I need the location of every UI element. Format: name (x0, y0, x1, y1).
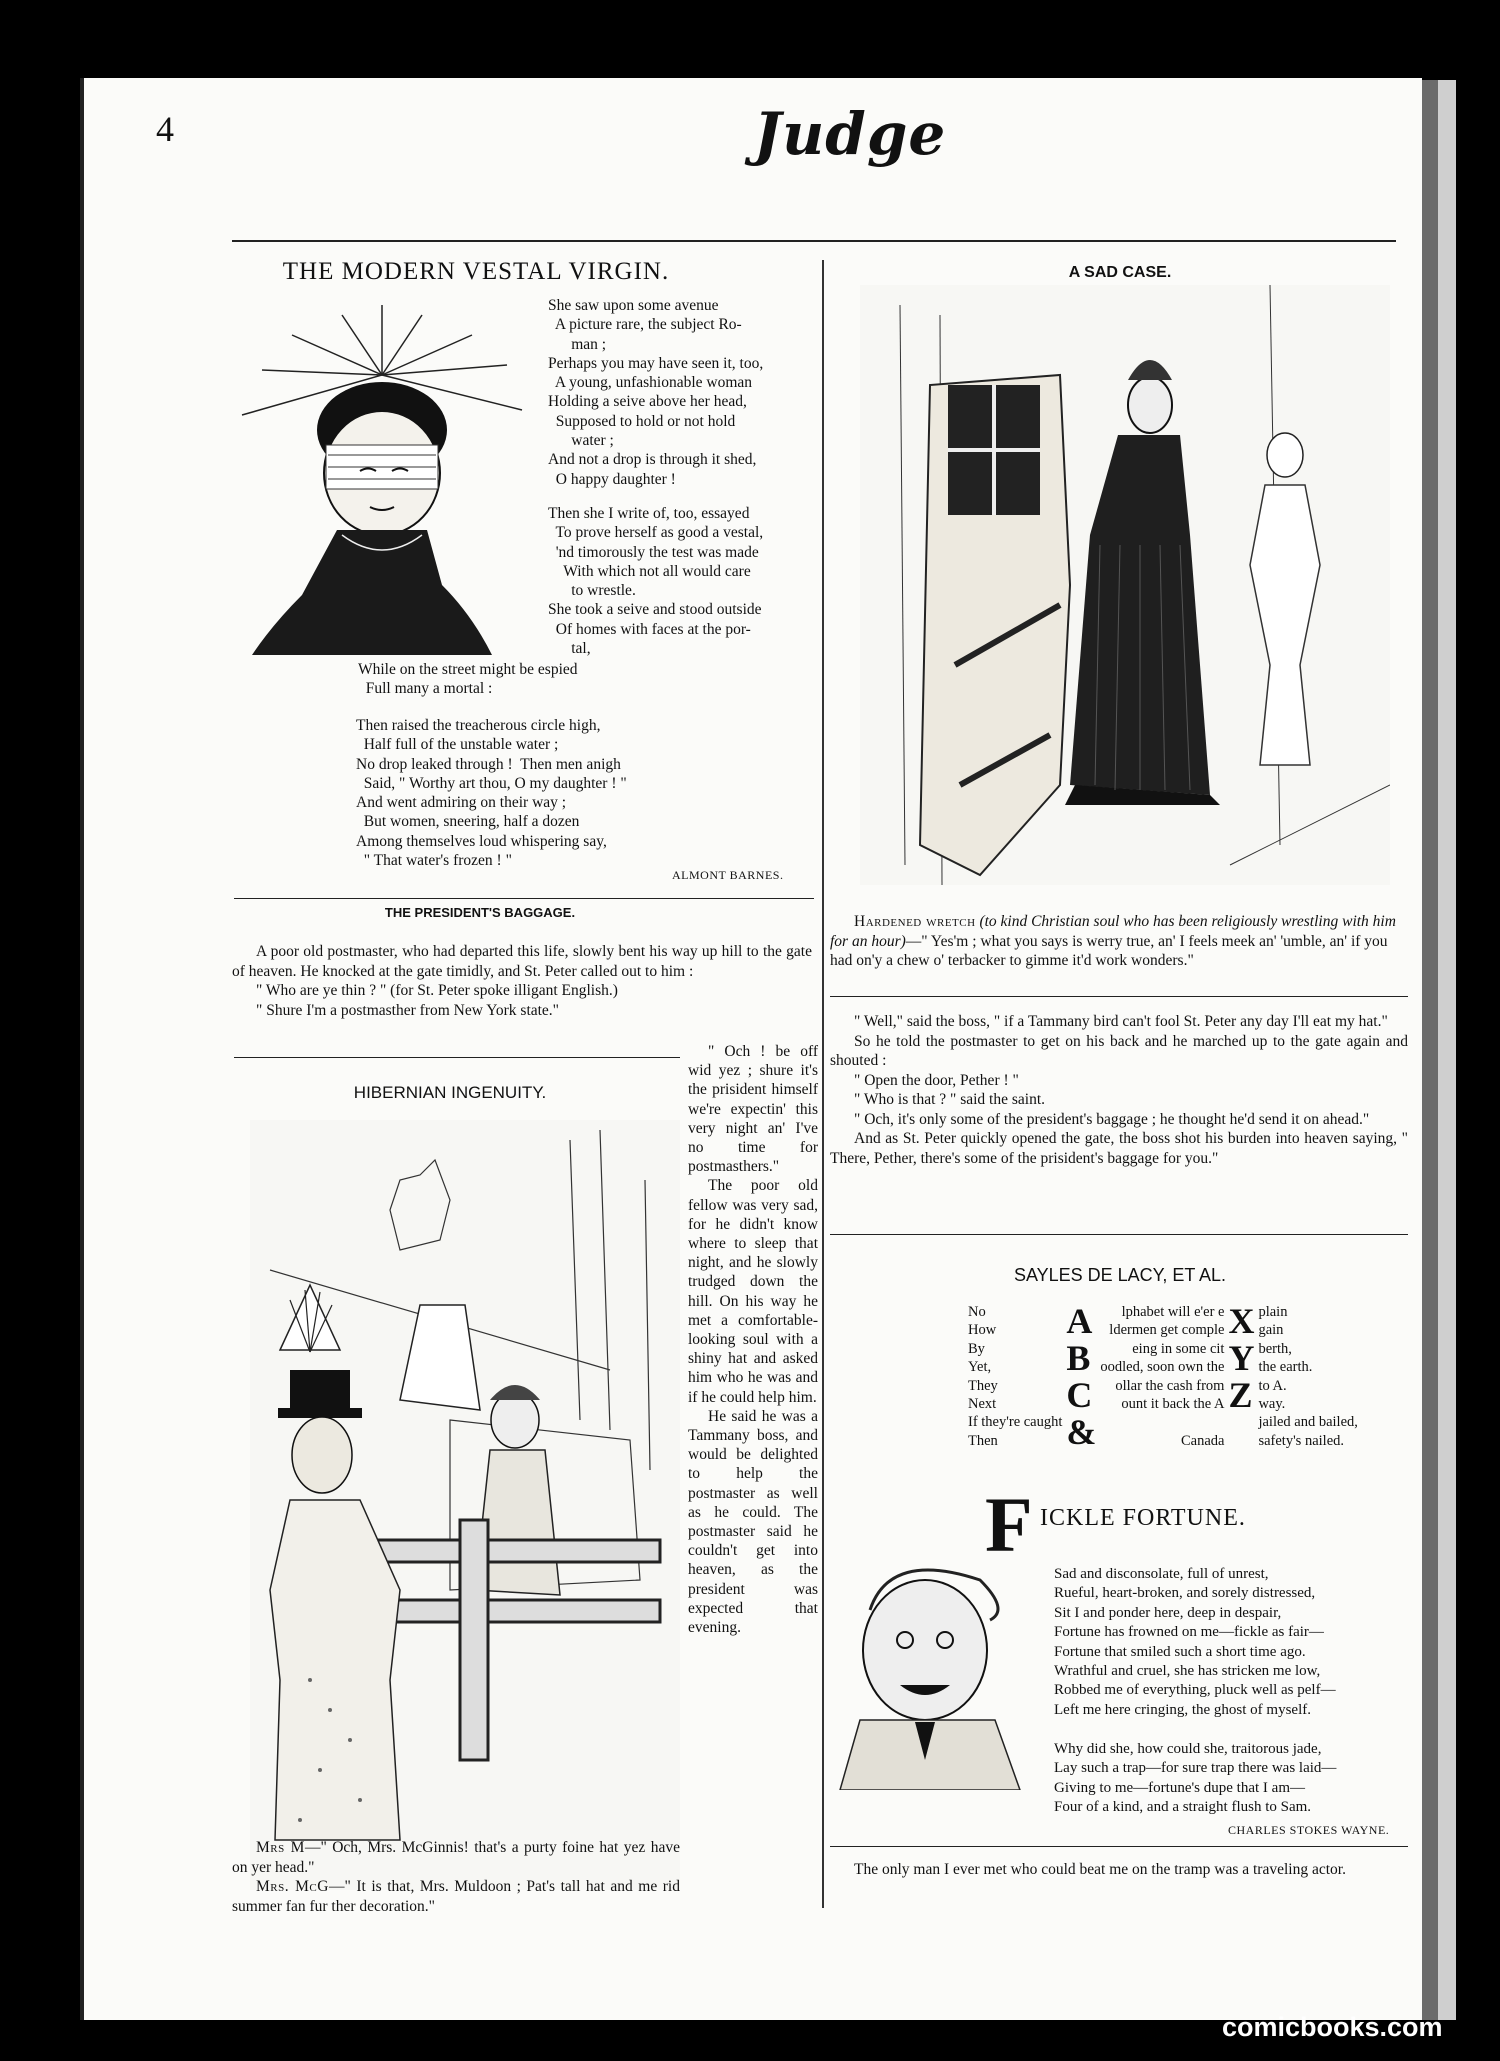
acrostic-tail: gain (1258, 1322, 1284, 1339)
acrostic-line (968, 1413, 1362, 1431)
acrostic-line (968, 1340, 1362, 1358)
baggage-narrow-2: The poor old fellow was very sad, for he didn't know where to sleep that night, and he slowly trudged down the hill. On his way he met a comfortable-looking soul with a shiny hat and asked him who he was and if he could help him. (688, 1177, 818, 1406)
sad-case-illustration (860, 285, 1390, 885)
baggage-paragraph-9: And as St. Peter quickly opened the gate, the boss shot his burden into heaven saying, " There, Pether, there's some of the prisident's baggage for you." (830, 1130, 1408, 1167)
baggage-paragraph-3: " Shure I'm a postmasther from New York state." (256, 1001, 560, 1019)
page-number: 4 (156, 109, 174, 149)
baggage-paragraph-8: " Och, it's only some of the president's baggage ; he thought he'd send it on ahead." (854, 1110, 1370, 1128)
acrostic-line (968, 1303, 1362, 1321)
masthead-title: Judge (753, 100, 947, 168)
baggage-paragraph-4: " Well," said the boss, " if a Tammany bird can't fool St. Peter any day I'll eat my hat." (854, 1013, 1388, 1030)
baggage-title: THE PRESIDENT'S BAGGAGE. (384, 905, 576, 920)
vestal-stanza-3: Then raised the treacherous circle high, Half full of the unstable water ; No drop leaked through ! Then men anigh Said, " Worthy art thou, O my daughter ! " And went admiring on their way ; But women, sneering, half a dozen Among themselves loud whispering say, " That water's frozen ! " (356, 717, 627, 870)
acrostic-middle: ollar the cash from (1115, 1377, 1225, 1394)
sad-case-title: A SAD CASE. (1068, 264, 1172, 281)
caption-speaker-2: Mrs. McG (256, 1878, 329, 1895)
baggage-paragraph-6: " Open the door, Pether ! " (854, 1071, 1019, 1089)
acrostic-middle: lphabet will e'er e (1121, 1304, 1225, 1320)
acrostic-tail: plain (1258, 1304, 1288, 1320)
acrostic-lead: Then (968, 1432, 998, 1449)
acrostic-middle: ldermen get comple (1109, 1322, 1225, 1339)
hibernian-title: HIBERNIAN INGENUITY. (353, 1083, 547, 1102)
acrostic-middle: ount it back the A (1121, 1396, 1225, 1413)
acrostic-middle: Canada (1180, 1432, 1225, 1449)
acrostic-middle: eing in some cit (1132, 1340, 1225, 1357)
vestal-stanza-2b: While on the street might be espied Full many a mortal : (358, 661, 578, 698)
acrostic-lead: By (968, 1340, 985, 1357)
caption-speaker-1: Mrs M (256, 1839, 305, 1856)
vestal-illustration (232, 295, 542, 665)
fickle-illustration (830, 1540, 1040, 1790)
acrostic-final-letter: X (1228, 1301, 1255, 1342)
acrostic-lead: They (968, 1377, 998, 1394)
acrostic-final-letter (1228, 1413, 1258, 1450)
acrostic-middle (1100, 1413, 1228, 1431)
acrostic-lead: If they're caught (968, 1414, 1063, 1431)
binding-edge (1420, 80, 1438, 2020)
acrostic-lead: Yet, (968, 1359, 992, 1376)
baggage-paragraph-2: " Who are ye thin ? " (for St. Peter spoke illigant English.) (256, 982, 618, 999)
acrostic-final-letter: Y (1228, 1338, 1255, 1379)
sayles-rule (830, 1234, 1408, 1235)
baggage-continued (830, 1012, 1408, 1168)
acrostic-line (968, 1395, 1362, 1413)
acrostic-tail: safety's nailed. (1258, 1432, 1345, 1449)
baggage-narrow-3: He said he was a Tammany boss, and would be delighted to help the postmaster as well as he could. The postmaster said he couldn't get into heaven, as the president was expected that evening. (688, 1407, 818, 1637)
binding-edge-light (1438, 80, 1456, 2020)
fickle-initial: F (985, 1481, 1033, 1568)
header-rule (232, 240, 1396, 242)
tramp-paragraph (830, 1860, 1408, 1880)
acrostic-tail: way. (1258, 1396, 1286, 1413)
sad-case-rule (830, 996, 1408, 997)
hibernian-rule (234, 1057, 680, 1058)
fickle-title (1040, 1505, 1246, 1532)
acrostic-line (968, 1321, 1362, 1339)
vestal-title: THE MODERN VESTAL VIRGIN. (282, 258, 670, 285)
caption-direction: (to kind Christian soul who has been religiously wrestling with him for an hour) (830, 913, 1396, 950)
acrostic-lead: No (968, 1304, 986, 1320)
vestal-stanza-2: Then she I write of, too, essayed To prove herself as good a vestal, 'nd timorously the test was made With which not all would care to wrestle. She took a seive and stood outside Of homes with faces at the por- tal, (548, 505, 764, 658)
acrostic-final-letter: Z (1228, 1375, 1253, 1416)
baggage-opening (232, 942, 812, 1020)
fickle-title-rest: ICKLE FORTUNE. (1040, 1505, 1246, 1531)
baggage-paragraph-5: So he told the postmaster to get on his back and he marched up to the gate again and shouted : (830, 1032, 1408, 1069)
vestal-author: ALMONT BARNES. (672, 868, 784, 882)
sad-case-caption (830, 912, 1408, 971)
caption-line-1: —" Och, Mrs. McGinnis! that's a purty foine hat yez have on yer head." (232, 1839, 680, 1876)
baggage-narrow-1: " Och ! be off wid yez ; shure it's the prisident himself we're expectin' this very night an' I've no time for postmasthers." (688, 1043, 818, 1176)
acrostic-tail: the earth. (1258, 1359, 1313, 1376)
acrostic-middle: oodled, soon own the (1100, 1359, 1225, 1376)
caption-speaker: Hardened wretch (854, 913, 976, 930)
acrostic-line (968, 1432, 1362, 1450)
acrostic-initial-letter: & (1066, 1411, 1097, 1452)
acrostic-initial-letter: A (1066, 1301, 1093, 1342)
acrostic-initial-letter: C (1066, 1375, 1093, 1416)
acrostic-lead: Next (968, 1396, 997, 1413)
caption-line-2: —" It is that, Mrs. Muldoon ; Pat's tall hat and me rid summer fan fur ther decoration." (232, 1878, 680, 1915)
fickle-rule (830, 1846, 1408, 1847)
tramp-text: The only man I ever met who could beat me on the tramp was a traveling actor. (854, 1861, 1346, 1878)
acrostic-line (968, 1358, 1362, 1376)
fickle-author: CHARLES STOKES WAYNE. (1228, 1823, 1390, 1837)
caption-text: —" Yes'm ; what you says is werry true, an' I feels meek an' 'umble, an' if you had on'y a chew o' terbacker to gimme it'd work wonders." (830, 932, 1388, 969)
hibernian-caption (232, 1838, 680, 1916)
sayles-title: SAYLES DE LACY, ET AL. (1013, 1265, 1227, 1285)
acrostic-table (968, 1303, 1362, 1450)
acrostic-tail: to A. (1258, 1377, 1287, 1394)
baggage-narrow-column (688, 1042, 818, 1637)
acrostic-tail: berth, (1258, 1340, 1292, 1357)
fickle-stanza-2: Why did she, how could she, traitorous jade, Lay such a trap—for sure trap there was laid— Giving to me—fortune's dupe that I am— Four of a kind, and a straight flush to Sam. (1054, 1741, 1337, 1816)
watermark: comicbooks.com (1222, 2012, 1443, 2042)
vestal-rule (234, 898, 814, 899)
fickle-stanza-1: Sad and disconsolate, full of unrest, Rueful, heart-broken, and sorely distressed, Sit I and ponder here, deep in despair, Fortune has frowned on me—fickle as fair— Fortune that smiled such a short time ago. Wrathful and cruel, she has stricken me low, Robbed me of everything, pluck well as pelf— Left me here cringing, the ghost of myself. (1054, 1566, 1336, 1718)
acrostic-tail: jailed and bailed, (1258, 1414, 1358, 1431)
acrostic-lead: How (968, 1322, 997, 1339)
hibernian-illustration (250, 1120, 680, 1890)
vestal-stanza-1: She saw upon some avenue A picture rare, the subject Ro- man ; Perhaps you may have seen it, too, A young, unfashionable woman Holding a seive above her head, Supposed to hold or not hold water ; And not a drop is through it shed, O happy daughter ! (548, 297, 764, 488)
baggage-paragraph-1: A poor old postmaster, who had departed this life, slowly bent his way up hill to the gate of heaven. He knocked at the gate timidly, and St. Peter called out to him : (232, 943, 812, 980)
sayles-acrostic (968, 1303, 1362, 1450)
baggage-paragraph-7: " Who is that ? " said the saint. (854, 1091, 1046, 1108)
acrostic-line (968, 1377, 1362, 1395)
column-separator (822, 260, 824, 1908)
acrostic-initial-letter: B (1066, 1338, 1091, 1379)
